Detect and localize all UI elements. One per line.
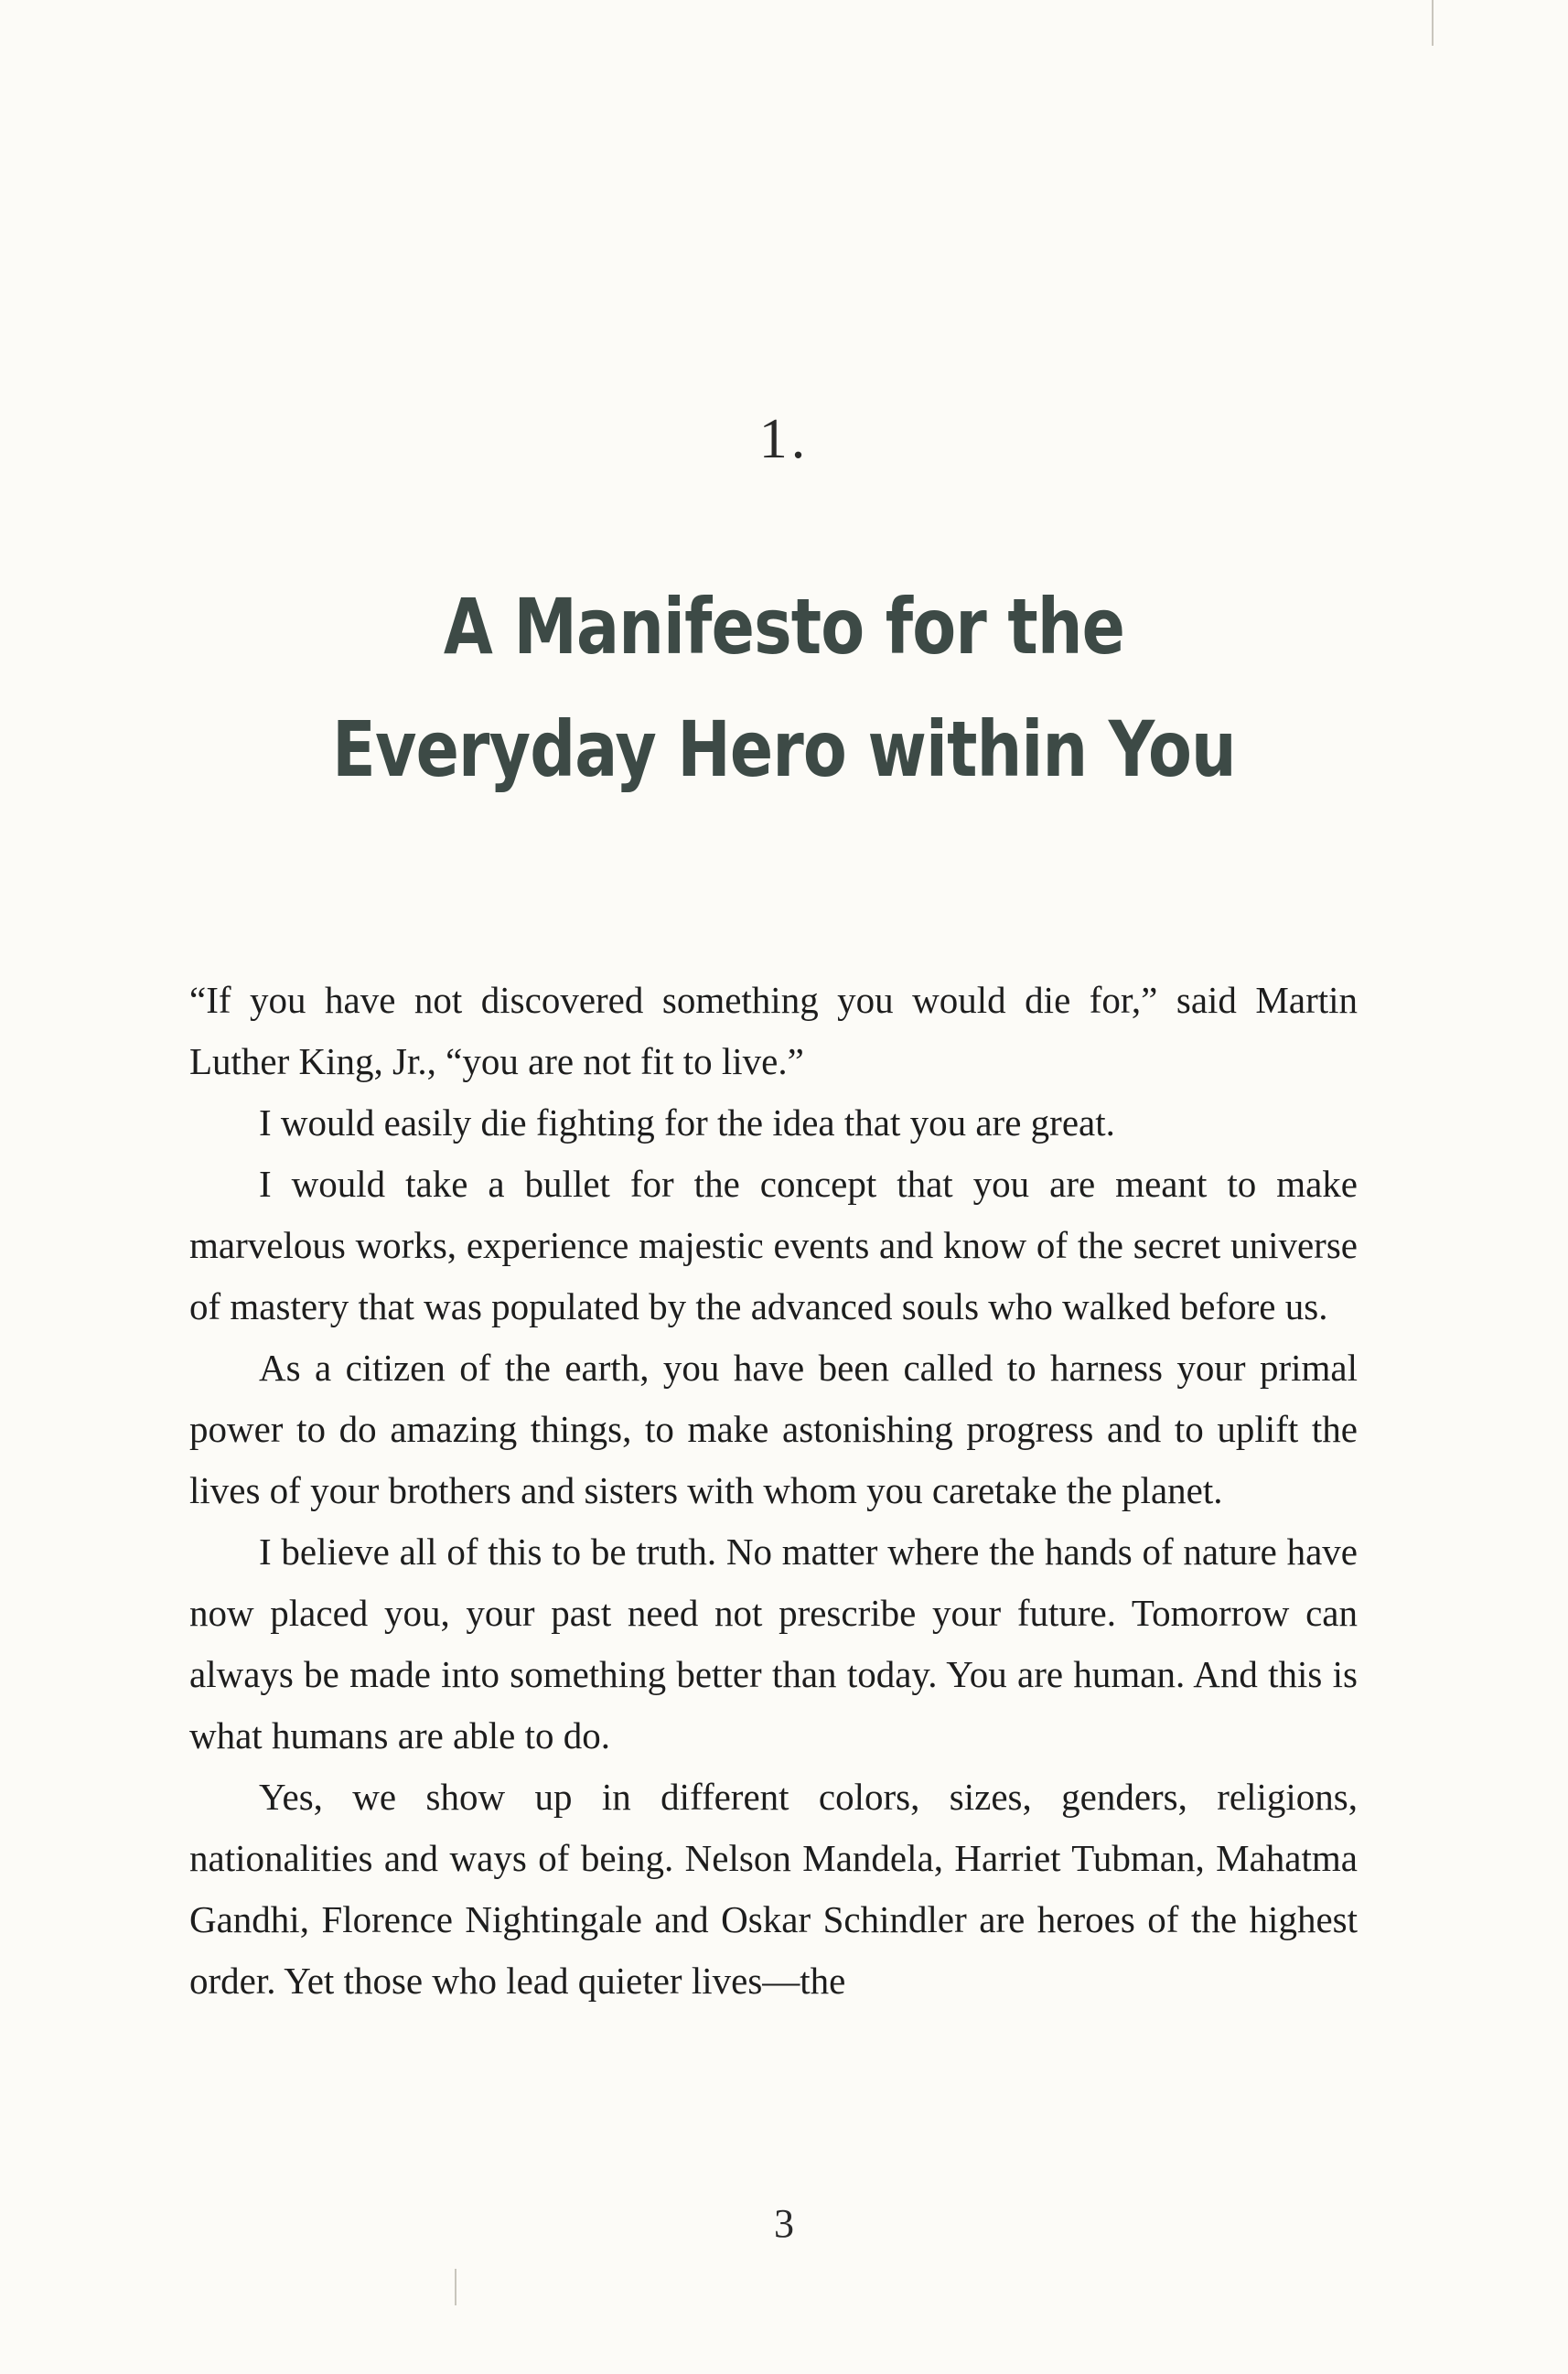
paragraph-4: As a citizen of the earth, you have been called to harness your primal power to do amazing things, to make astonishing progress and to uplift the lives of your brothers and sisters with whom you caretake the planet.: [189, 1347, 1358, 1511]
body-text: [189, 970, 1358, 2012]
paragraph-1: “If you have not discovered something you would die for,” said Martin Luther King, Jr., “you are not fit to live.”: [189, 979, 1358, 1082]
chapter-number: 1.: [758, 408, 810, 470]
chapter-title-line-1: A Manifesto for the: [443, 582, 1125, 671]
paragraph-6: Yes, we show up in different colors, sizes, genders, religions, nationalities and ways of being. Nelson Mandela, Harriet Tubman, Mahatma Gandhi, Florence Nightingale and Oskar Schindler are heroes of the highest order. Yet those who lead quieter lives—the: [189, 1776, 1358, 2002]
scan-mark: [455, 2269, 456, 2305]
paragraph-2: I would easily die fighting for the idea that you are great.: [259, 1101, 1115, 1144]
scan-mark: [1432, 0, 1434, 46]
chapter-title-line-2: Everyday Hero within You: [332, 704, 1236, 794]
paragraph-3: I would take a bullet for the concept that you are meant to make marvelous works, experience majestic events and know of the secret universe of mastery that was populated by the advanced souls who walked before us.: [189, 1163, 1358, 1327]
page-number: 3: [774, 2201, 794, 2246]
chapter-title: [134, 565, 1435, 811]
paragraph-5: I believe all of this to be truth. No matter where the hands of nature have now placed you, your past need not prescribe your future. Tomorrow can always be made into something better than today. You are human. And this is what humans are able to do.: [189, 1531, 1358, 1756]
